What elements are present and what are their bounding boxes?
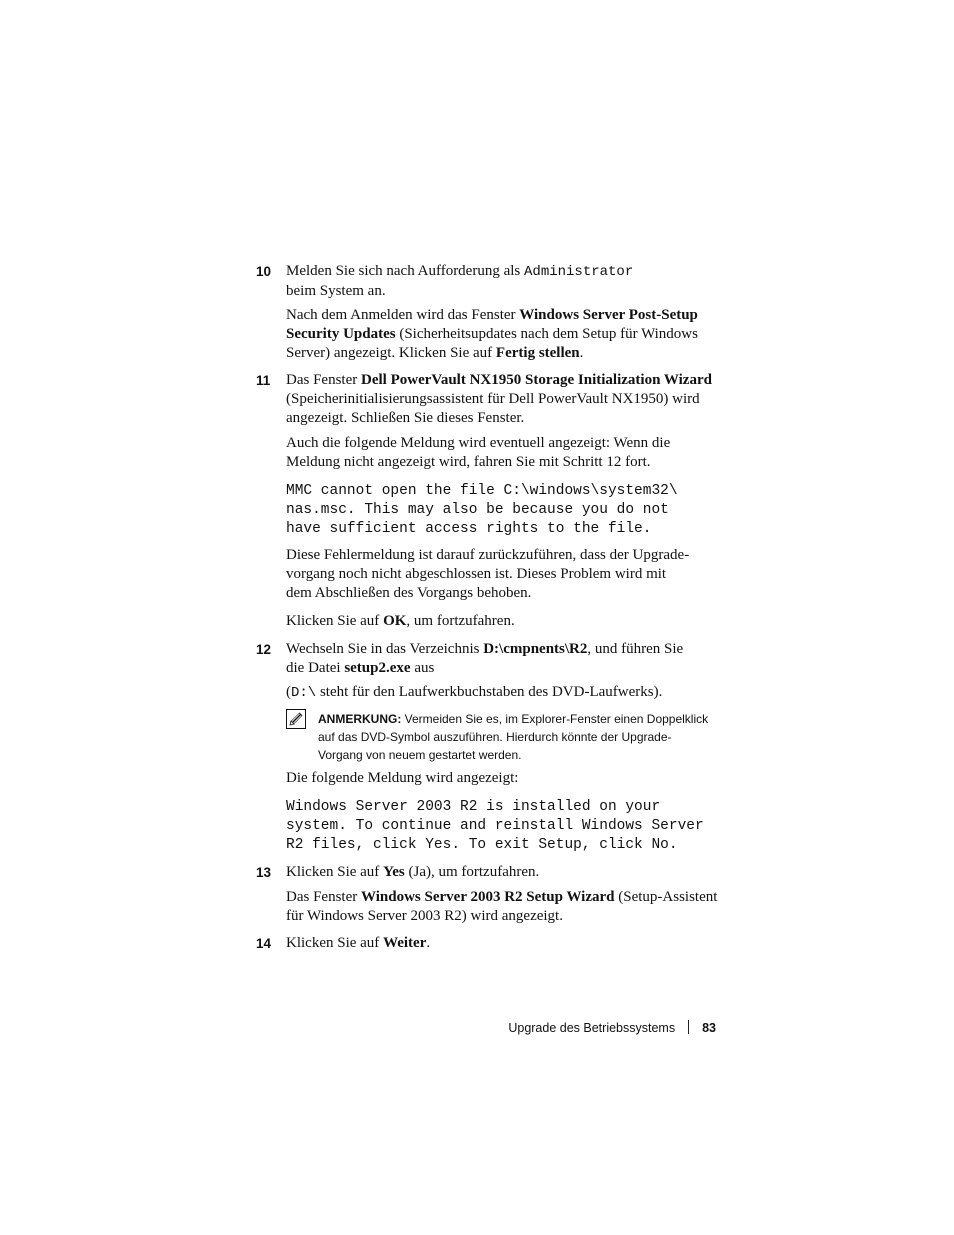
text: ( (286, 684, 291, 700)
step-11-text (286, 371, 732, 428)
directory-path: D:\cmpnents\R2 (483, 641, 588, 657)
code-line: system. To continue and reinstall Windows Server (286, 818, 704, 834)
text: Klicken Sie auf (286, 864, 384, 880)
footer-section-title: Upgrade des Betriebssystems (508, 1021, 676, 1035)
text: vorgang noch nicht abgeschlossen ist. Dieses Problem wird mit (286, 566, 667, 582)
step-11-paragraph-4 (286, 612, 732, 631)
text: angezeigt. Schließen Sie dieses Fenster. (286, 410, 525, 426)
step-12-paragraph-2 (286, 683, 732, 703)
step-13-paragraph-2 (286, 888, 732, 926)
text: aus (410, 660, 435, 676)
text: beim System an. (286, 283, 386, 299)
footer-divider (688, 1020, 689, 1034)
text: Meldung nicht angezeigt wird, fahren Sie mit Schritt 12 fort. (286, 454, 651, 470)
window-name: Windows Server 2003 R2 Setup Wizard (361, 889, 615, 905)
text: Wechseln Sie in das Verzeichnis (286, 641, 484, 657)
text: Das Fenster (286, 372, 361, 388)
window-name: Dell PowerVault NX1950 Storage Initialization Wizard (361, 372, 712, 388)
page-number: 83 (702, 1021, 716, 1035)
note-label: ANMERKUNG: (318, 712, 402, 726)
step-number-13: 13 (256, 865, 272, 880)
code-drive-letter: D:\ (291, 685, 317, 701)
text: . (579, 345, 584, 361)
step-10-text (286, 262, 732, 301)
text: Auch die folgende Meldung wird eventuell angezeigt: Wenn die (286, 435, 671, 451)
text: (Speicherinitialisierungsassistent für Dell PowerVault NX1950) wird (286, 391, 700, 407)
note-box (318, 710, 738, 764)
text: Das Fenster (286, 889, 361, 905)
code-block-mmc-error (286, 482, 732, 539)
text: dem Abschließen des Vorgangs behoben. (286, 585, 532, 601)
code-line: Windows Server 2003 R2 is installed on your (286, 799, 661, 815)
text: . (426, 935, 431, 951)
text: Diese Fehlermeldung ist darauf zurückzuführen, dass der Upgrade- (286, 547, 690, 563)
pencil-note-icon (286, 709, 306, 729)
step-12-text (286, 640, 732, 678)
note-text: auf das DVD-Symbol auszuführen. Hierdurch könnte der Upgrade- (318, 730, 672, 744)
code-line: R2 files, click Yes. To exit Setup, click No. (286, 837, 678, 853)
text: (Sicherheitsupdates nach dem Setup für Windows (395, 326, 698, 342)
button-name: Yes (383, 864, 405, 880)
window-name: Windows Server Post-Setup (519, 307, 698, 323)
text: Klicken Sie auf (286, 613, 384, 629)
text: , und führen Sie (587, 641, 684, 657)
code-block-r2-installed (286, 798, 732, 855)
code-line: nas.msc. This may also be because you do not (286, 502, 669, 518)
step-13-text (286, 863, 732, 882)
step-number-11: 11 (256, 373, 271, 388)
note-text: Vorgang von neuem gestartet werden. (318, 748, 522, 762)
text: , um fortzufahren. (406, 613, 515, 629)
step-12-paragraph-3: Die folgende Meldung wird angezeigt: (286, 770, 519, 786)
step-number-14: 14 (256, 936, 272, 951)
text: die Datei (286, 660, 345, 676)
text: (Ja), um fortzufahren. (404, 864, 540, 880)
code-line: MMC cannot open the file C:\windows\system32\ (286, 483, 678, 499)
code-administrator: Administrator (524, 264, 634, 280)
text: Melden Sie sich nach Aufforderung als (286, 263, 525, 279)
button-name: Fertig stellen (495, 345, 580, 361)
file-name: setup2.exe (344, 660, 411, 676)
step-10-paragraph-2 (286, 306, 732, 363)
text: (Setup-Assistent (614, 889, 718, 905)
text: Server) angezeigt. Klicken Sie auf (286, 345, 496, 361)
window-name: Security Updates (286, 326, 396, 342)
text: für Windows Server 2003 R2) wird angezeigt. (286, 908, 563, 924)
text: steht für den Laufwerkbuchstaben des DVD-Laufwerks). (316, 684, 663, 700)
code-line: have sufficient access rights to the file. (286, 521, 652, 537)
text: Klicken Sie auf (286, 935, 384, 951)
note-text: Vermeiden Sie es, im Explorer-Fenster einen Doppelklick (401, 712, 709, 726)
page-footer (460, 1020, 716, 1035)
text: Nach dem Anmelden wird das Fenster (286, 307, 520, 323)
step-11-paragraph-2 (286, 434, 732, 472)
step-14-text (286, 934, 732, 953)
step-number-12: 12 (256, 642, 272, 657)
step-11-paragraph-3 (286, 546, 732, 603)
button-name: Weiter (383, 935, 427, 951)
button-name: OK (383, 613, 407, 629)
step-number-10: 10 (256, 264, 272, 279)
